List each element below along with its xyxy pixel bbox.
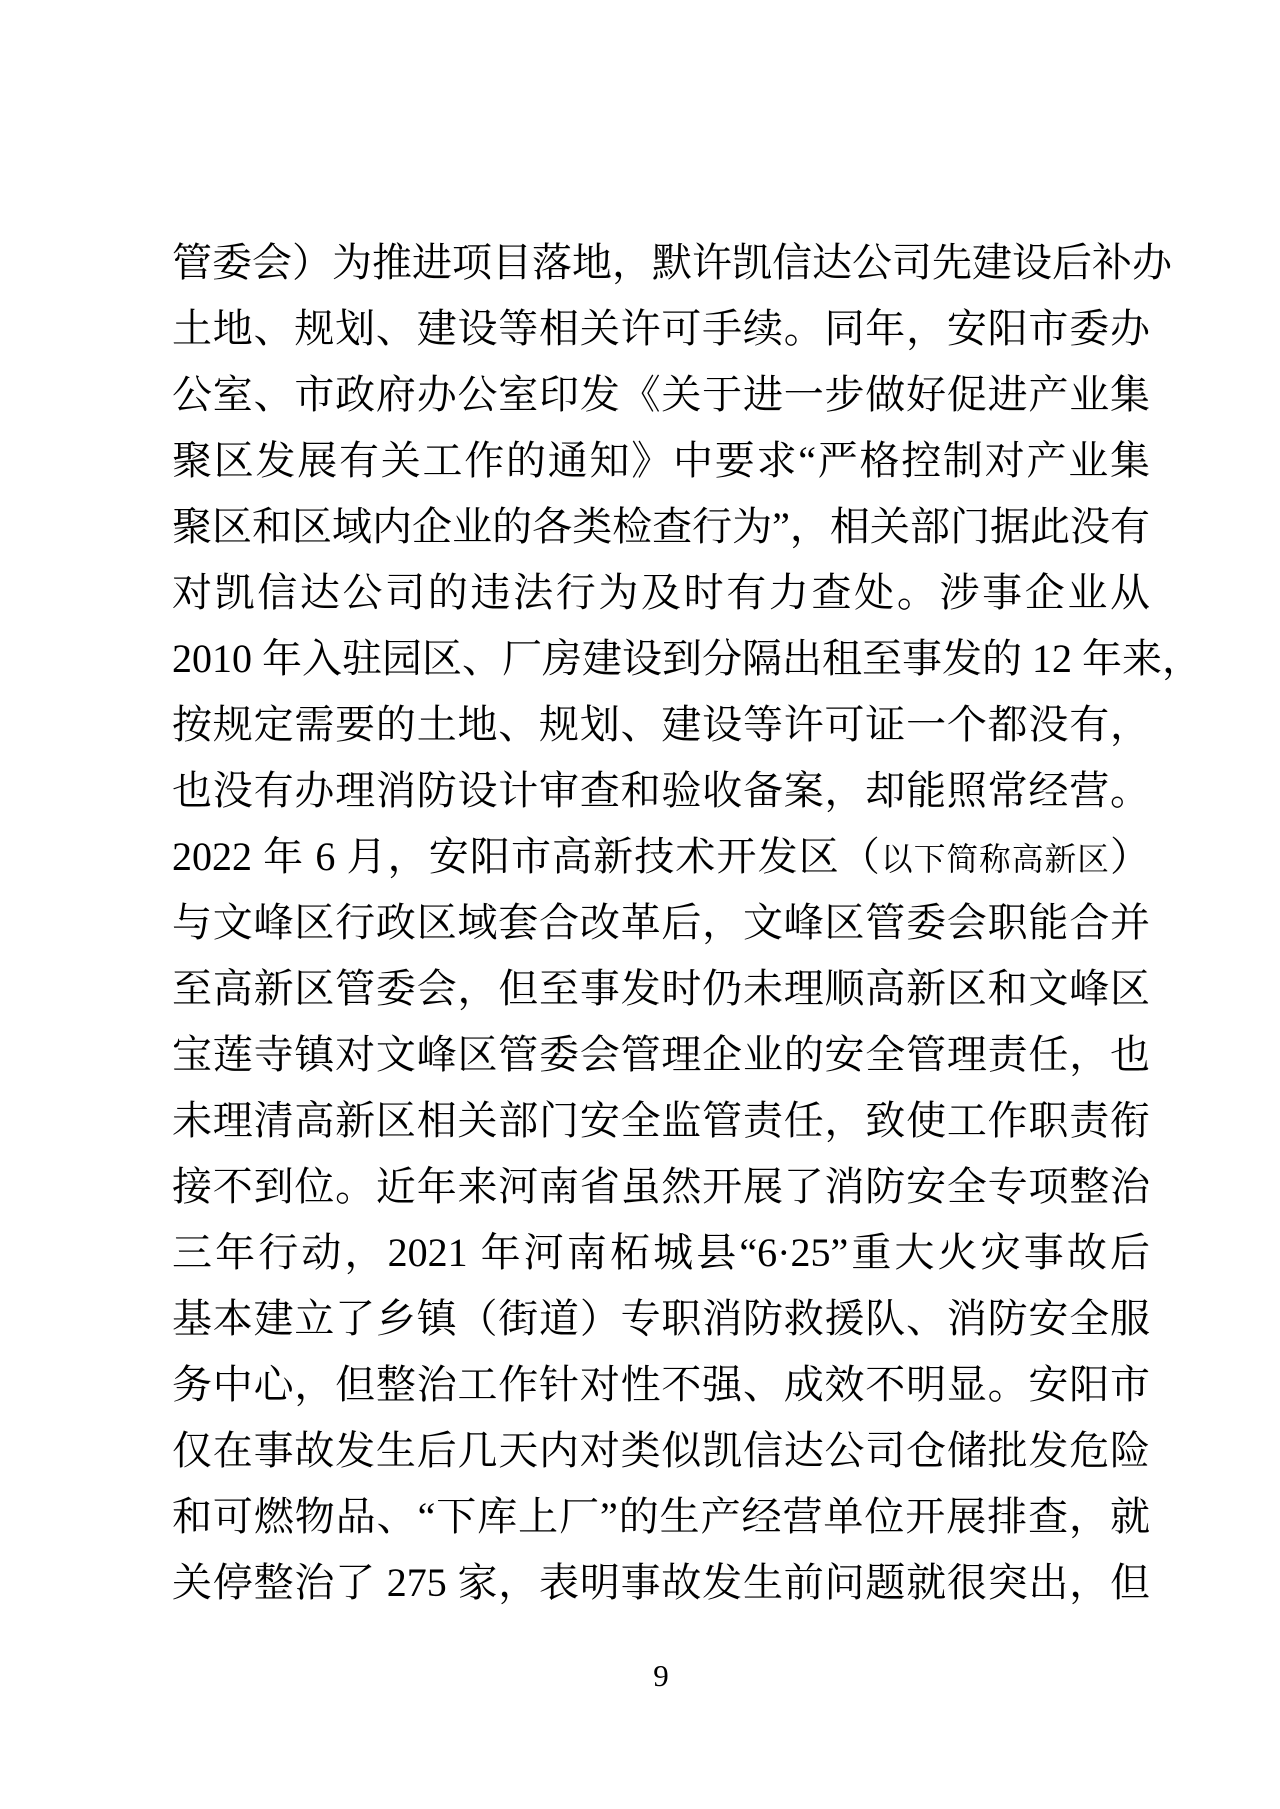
text-line (172, 824, 1150, 890)
text-line: 2010 年入驻园区、厂房建设到分隔出租至事发的 12 年来， (172, 636, 1202, 681)
text-line: 也没有办理消防设计审查和验收备案，却能照常经营。 (172, 768, 1150, 813)
text-line: 务中心，但整治工作针对性不强、成效不明显。安阳市 (172, 1362, 1150, 1407)
text-line: 关停整治了 275 家，表明事故发生前问题就很突出，但 (172, 1560, 1150, 1605)
text-line: 对凯信达公司的违法行为及时有力查处。涉事企业从 (172, 570, 1150, 615)
text-line: 和可燃物品、“下库上厂”的生产经营单位开展排查，就 (172, 1494, 1150, 1539)
text-line: 宝莲寺镇对文峰区管委会管理企业的安全管理责任，也 (172, 1032, 1150, 1077)
text-line: 三年行动，2021 年河南柘城县“6·25”重大火灾事故后 (172, 1230, 1150, 1275)
page-number: 9 (653, 1658, 669, 1693)
text-line: 土地、规划、建设等相关许可手续。同年，安阳市委办 (172, 306, 1150, 351)
text-line: 仅在事故发生后几天内对类似凯信达公司仓储批发危险 (172, 1428, 1150, 1473)
text-segment: ） (1110, 834, 1150, 879)
text-line: 按规定需要的土地、规划、建设等许可证一个都没有， (172, 702, 1150, 747)
text-line: 基本建立了乡镇（街道）专职消防救援队、消防安全服 (172, 1296, 1150, 1341)
text-line: 未理清高新区相关部门安全监管责任，致使工作职责衔 (172, 1098, 1150, 1143)
text-line: 管委会）为推进项目落地，默许凯信达公司先建设后补办 (172, 240, 1172, 285)
text-line: 聚区和区域内企业的各类检查行为”，相关部门据此没有 (172, 504, 1150, 549)
text-line: 聚区发展有关工作的通知》中要求“严格控制对产业集 (172, 438, 1150, 483)
text-segment: 2022 年 6 月，安阳市高新技术开发区（ (172, 834, 882, 879)
text-segment-annotation: 以下简称高新区 (881, 842, 1110, 877)
text-line: 至高新区管委会，但至事发时仍未理顺高新区和文峰区 (172, 966, 1150, 1011)
text-line: 接不到位。近年来河南省虽然开展了消防安全专项整治 (172, 1164, 1150, 1209)
body-text (172, 230, 1202, 1616)
text-line: 与文峰区行政区域套合改革后，文峰区管委会职能合并 (172, 900, 1150, 945)
text-line: 公室、市政府办公室印发《关于进一步做好促进产业集 (172, 372, 1150, 417)
